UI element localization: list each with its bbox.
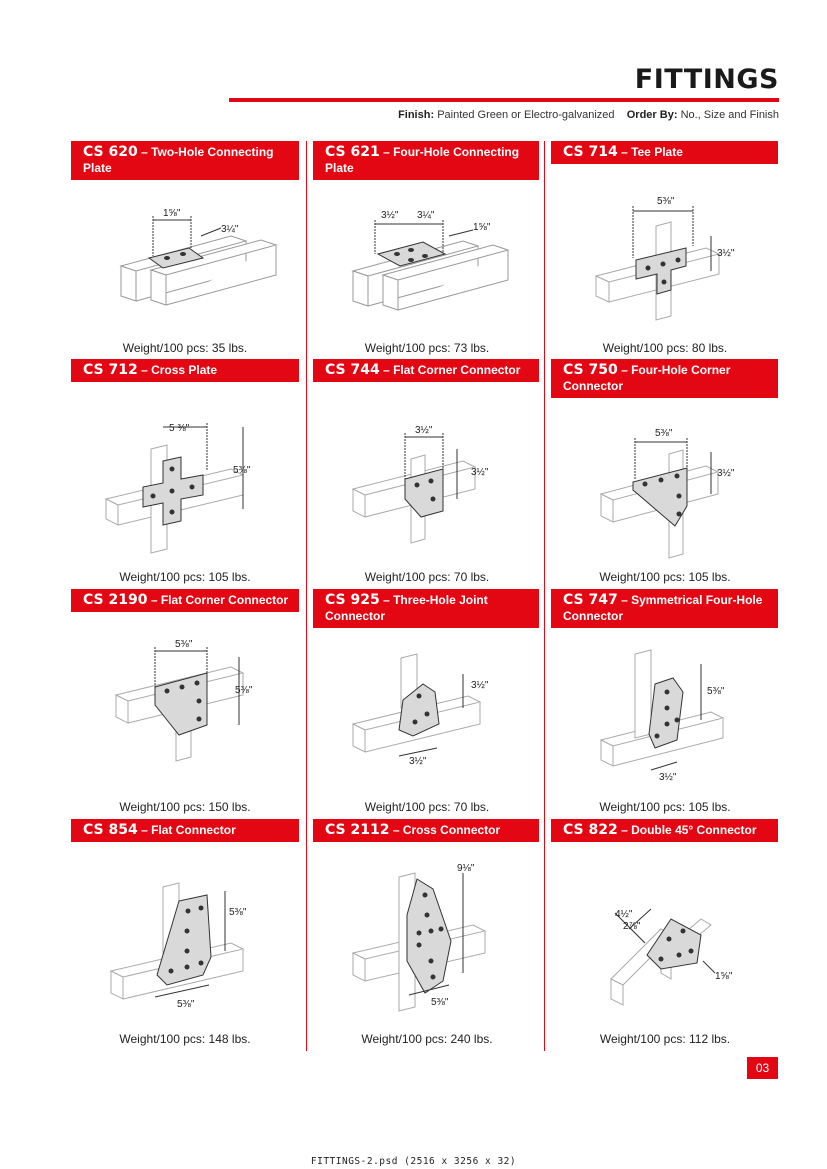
product-code: CS 925 (325, 592, 380, 608)
product-drawing (313, 644, 541, 794)
product-drawing (551, 644, 779, 794)
dimension-label: 3½" (471, 680, 489, 691)
product-header (551, 589, 778, 628)
product-description: – Four-Hole Connecting Plate (325, 145, 520, 175)
product-weight: Weight/100 pcs: 112 lbs. (599, 1032, 731, 1046)
dimension-label: 3½" (471, 467, 489, 478)
dimension-label: 5 ⅜" (169, 423, 190, 434)
product-code: CS 2112 (325, 822, 390, 838)
dimension-label: 9⅛" (457, 863, 475, 874)
product-description: – Flat Corner Connector (383, 363, 521, 377)
product-drawing (551, 414, 779, 574)
dimension-label: 5⅜" (229, 907, 247, 918)
product-description: – Cross Plate (141, 363, 218, 377)
product-header (71, 819, 299, 842)
product-drawing (71, 867, 299, 1027)
product-header (313, 359, 539, 382)
product-drawing (313, 857, 541, 1027)
dimension-label: 5⅜" (175, 639, 193, 650)
product-cs-2190 (71, 589, 299, 819)
product-code: CS 854 (83, 822, 138, 838)
dimension-label: 4½" (615, 909, 633, 920)
product-drawing (551, 186, 779, 346)
product-drawing (313, 196, 541, 346)
dimension-label: 1⅝" (163, 208, 181, 219)
dimension-label: 5⅜" (431, 997, 449, 1008)
product-header (551, 819, 778, 842)
dimension-label: 5⅜" (233, 465, 251, 476)
product-weight: Weight/100 pcs: 105 lbs. (119, 570, 251, 584)
product-cs-925 (313, 589, 539, 819)
product-weight: Weight/100 pcs: 105 lbs. (599, 570, 731, 584)
product-code: CS 620 (83, 144, 138, 160)
dimension-label: 1⅝" (473, 222, 491, 233)
product-header (313, 589, 539, 628)
product-header (313, 141, 539, 180)
product-weight: Weight/100 pcs: 150 lbs. (119, 800, 251, 814)
product-weight: Weight/100 pcs: 240 lbs. (361, 1032, 493, 1046)
column-divider-2 (544, 141, 545, 1051)
product-description: – Three-Hole Joint Connector (325, 593, 488, 623)
product-cs-712 (71, 359, 299, 589)
dimension-label: 1⅝" (715, 971, 733, 982)
product-cs-854 (71, 819, 299, 1051)
product-weight: Weight/100 pcs: 80 lbs. (602, 341, 728, 355)
product-drawing (71, 399, 299, 569)
dimension-label: 3½" (409, 756, 427, 767)
product-description: – Tee Plate (621, 145, 683, 159)
product-description: – Two-Hole Connecting Plate (83, 145, 274, 175)
finish-label: Finish: (398, 109, 435, 121)
dimension-label: 3½" (659, 772, 677, 783)
product-weight: Weight/100 pcs: 148 lbs. (119, 1032, 251, 1046)
product-drawing (313, 399, 541, 569)
finish-order-line (398, 109, 779, 121)
product-description: – Flat Connector (141, 823, 236, 837)
product-header (313, 819, 539, 842)
page-title: FITTINGS (634, 64, 779, 95)
dimension-label: 2⅞" (623, 921, 641, 932)
product-description: – Cross Connector (392, 823, 501, 837)
product-weight: Weight/100 pcs: 105 lbs. (599, 800, 731, 814)
dimension-label: 5⅜" (657, 196, 675, 207)
product-code: CS 744 (325, 362, 380, 378)
product-description: – Flat Corner Connector (150, 593, 289, 607)
dimension-label: 5⅜" (655, 428, 673, 439)
product-weight: Weight/100 pcs: 73 lbs. (364, 341, 490, 355)
product-drawing (71, 196, 299, 346)
product-header (551, 141, 778, 164)
product-code: CS 822 (563, 822, 618, 838)
order-value: No., Size and Finish (680, 109, 779, 121)
product-code: CS 714 (563, 144, 618, 160)
product-cs-620 (71, 141, 299, 359)
header-rule (229, 98, 779, 102)
product-code: CS 747 (563, 592, 618, 608)
dimension-label: 3½" (381, 210, 399, 221)
product-code: CS 712 (83, 362, 138, 378)
dimension-label: 5⅜" (707, 686, 725, 697)
product-weight: Weight/100 pcs: 70 lbs. (364, 800, 490, 814)
footer-filename: FITTINGS-2.psd (2516 x 3256 x 32) (310, 1156, 517, 1167)
product-code: CS 2190 (83, 592, 148, 608)
order-label: Order By: (626, 109, 678, 121)
product-header (71, 589, 299, 612)
product-code: CS 750 (563, 362, 618, 378)
product-description: – Symmetrical Four-Hole Connector (563, 593, 763, 623)
finish-value: Painted Green or Electro-galvanized (437, 109, 615, 121)
product-header (551, 359, 778, 398)
dimension-label: 3¼" (221, 224, 239, 235)
dimension-label: 3½" (717, 468, 735, 479)
page-number: 03 (747, 1057, 778, 1079)
product-cs-744 (313, 359, 539, 589)
product-cs-822 (551, 819, 778, 1051)
product-weight: Weight/100 pcs: 35 lbs. (122, 341, 248, 355)
dimension-label: 3¼" (417, 210, 435, 221)
product-cs-750 (551, 359, 778, 589)
dimension-label: 5⅜" (235, 685, 253, 696)
dimension-label: 5⅜" (177, 999, 195, 1010)
product-description: – Double 45° Connector (621, 823, 757, 837)
product-drawing (71, 627, 299, 797)
column-divider-1 (306, 141, 307, 1051)
dimension-label: 3½" (415, 425, 433, 436)
product-cs-714 (551, 141, 778, 359)
product-weight: Weight/100 pcs: 70 lbs. (364, 570, 490, 584)
dimension-label: 3½" (717, 248, 735, 259)
product-header (71, 141, 299, 180)
product-drawing (551, 869, 779, 1029)
product-cs-621 (313, 141, 539, 359)
product-header (71, 359, 299, 382)
product-description: – Four-Hole Corner Connector (563, 363, 731, 393)
product-cs-747 (551, 589, 778, 819)
product-cs-2112 (313, 819, 539, 1051)
product-code: CS 621 (325, 144, 380, 160)
